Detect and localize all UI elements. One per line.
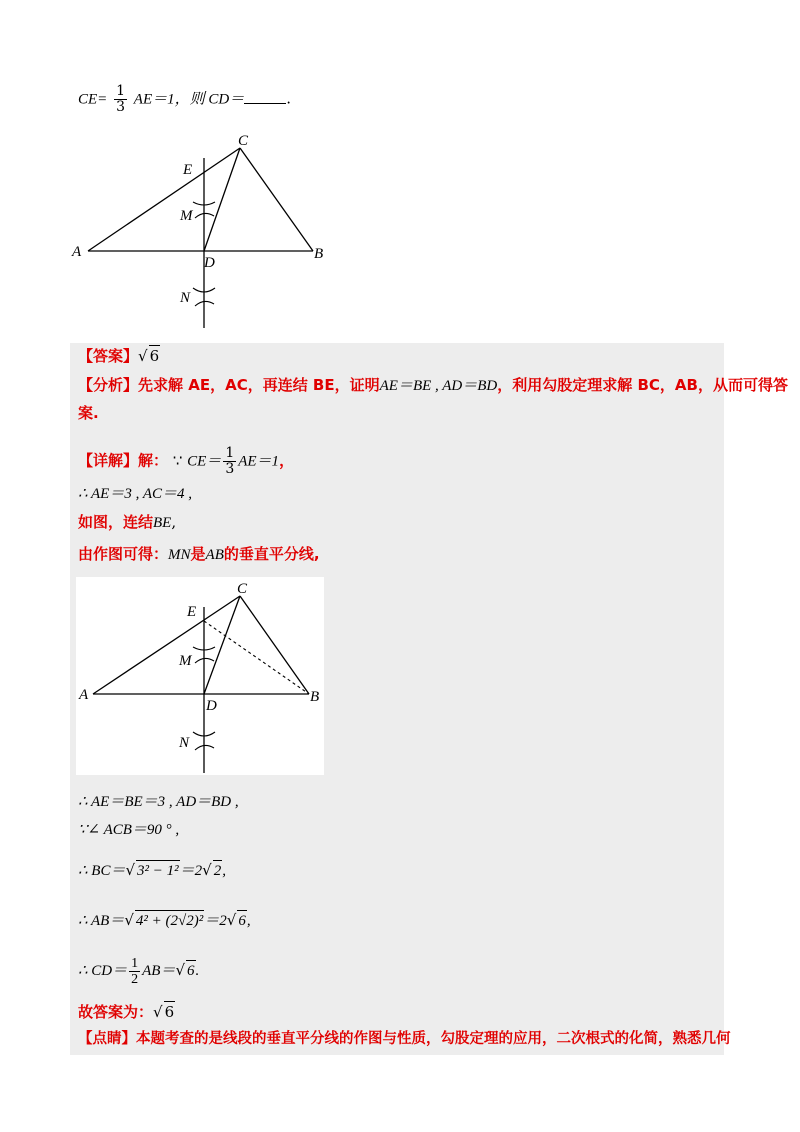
segment-cd	[204, 148, 240, 251]
label-e: E	[187, 604, 197, 620]
label-d: D	[204, 255, 215, 271]
problem-line: CE= $\frac{1}{3}$ AE＝1，则 CD＝ .	[78, 83, 291, 115]
analysis-line-1: 【分析】先求解 AE，AC，再连结 BE，证明AE＝BE , AD＝BD，利用勾股定理求解 BC，AB，从而可得答	[78, 376, 788, 394]
label-a: A	[72, 244, 82, 260]
answer-blank	[244, 89, 286, 104]
analysis-line-2: 案.	[78, 404, 99, 422]
fraction: $\frac{1}{3}$	[116, 83, 125, 115]
detail-line-6: ∵∠ ACB＝90 ° ,	[78, 822, 180, 838]
label-b: B	[310, 689, 320, 705]
detail-line-2: ∴ AE＝3 , AC＝4 ,	[78, 486, 192, 502]
final-answer-line: 故答案为：√ 6	[78, 1003, 175, 1021]
detail-line-8: ∴ AB＝√ 4² + (2√2)²＝2√ 6,	[78, 911, 251, 929]
side-ac	[88, 148, 240, 251]
label-e: E	[183, 162, 193, 178]
detail-line-9: ∴ CD＝ $\frac{1}{2}$ AB＝√ 6.	[78, 956, 200, 987]
label-d: D	[206, 698, 217, 714]
label-n: N	[179, 735, 190, 751]
label-m: M	[179, 653, 192, 669]
detail-line-7: ∴ BC＝√ 3² − 1²＝2√ 2,	[78, 861, 226, 879]
figure-2	[76, 577, 324, 775]
ae-equation: AE＝1，则 CD＝	[133, 91, 245, 108]
answer-line: 【答案】√ 6	[78, 347, 160, 365]
label-m: M	[180, 208, 193, 224]
side-bc	[240, 148, 313, 251]
answer-value: 6	[149, 347, 160, 365]
detail-line-1: 【详解】解： ∵ CE＝ $\frac{1}{3}$ AE＝1，	[78, 445, 295, 477]
figure-1	[70, 130, 360, 330]
detail-line-5: ∴ AE＝BE＝3 , AD＝BD ,	[78, 794, 239, 810]
comment-line: 【点睛】本题考查的是线段的垂直平分线的作图与性质，勾股定理的应用，二次根式的化简，熟悉几何	[78, 1031, 731, 1047]
detail-line-4: 由作图可得：MN是AB的垂直平分线,	[78, 545, 320, 563]
label-c: C	[238, 133, 249, 149]
label-a: A	[79, 687, 89, 703]
label-b: B	[314, 246, 324, 262]
ce-label: CE	[78, 91, 98, 108]
detail-line-3: 如图，连结BE,	[78, 513, 177, 531]
answer-label: 【答案】	[78, 347, 139, 365]
label-c: C	[237, 581, 248, 597]
label-n: N	[180, 290, 191, 306]
